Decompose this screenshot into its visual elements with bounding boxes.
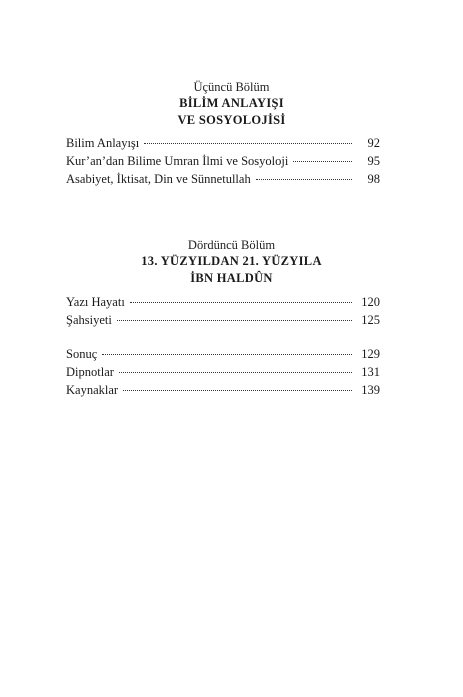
toc-entry[interactable]	[66, 311, 380, 329]
toc-entry[interactable]	[66, 381, 380, 399]
section-title-line: İBN HALDÛN	[190, 271, 273, 285]
toc-entry-title: Kur’an’dan Bilime Umran İlmi ve Sosyoloji	[66, 154, 289, 168]
section-4-header	[0, 237, 463, 287]
toc-entry-page: 120	[361, 295, 380, 309]
section-label: Dördüncü Bölüm	[187, 238, 276, 252]
toc-entry-page: 131	[361, 365, 380, 379]
toc-entry-title: Asabiyet, İktisat, Din ve Sünnetullah	[66, 172, 251, 186]
toc-entry[interactable]	[66, 363, 380, 381]
toc-entry-page: 125	[361, 313, 380, 327]
section-title-line: BİLİM ANLAYIŞI	[179, 96, 284, 110]
dot-leader	[119, 372, 352, 373]
toc-entry-title: Dipnotlar	[66, 365, 114, 379]
toc-entry-page: 129	[361, 347, 380, 361]
toc-entry-page: 92	[367, 136, 380, 150]
toc-entry[interactable]	[66, 345, 380, 363]
dot-leader	[117, 320, 352, 321]
dot-leader	[144, 143, 352, 144]
section-3-header	[0, 79, 463, 129]
toc-entry-title: Bilim Anlayışı	[66, 136, 140, 150]
toc-list-section-3	[66, 134, 380, 188]
section-label: Üçüncü Bölüm	[193, 80, 270, 94]
toc-entry[interactable]	[66, 170, 380, 188]
toc-entry[interactable]	[66, 293, 380, 311]
toc-entry-title: Kaynaklar	[66, 383, 119, 397]
section-title-line: VE SOSYOLOJİSİ	[177, 113, 286, 127]
toc-entry[interactable]	[66, 152, 380, 170]
toc-entry-title: Sonuç	[66, 347, 98, 361]
toc-entry-page: 95	[367, 154, 380, 168]
toc-entry-title: Yazı Hayatı	[66, 295, 125, 309]
toc-entry[interactable]	[66, 134, 380, 152]
toc-list-section-4	[66, 293, 380, 329]
dot-leader	[102, 354, 352, 355]
toc-entry-page: 98	[367, 172, 380, 186]
toc-list-back-matter	[66, 345, 380, 399]
toc-entry-title: Şahsiyeti	[66, 313, 112, 327]
dot-leader	[293, 161, 352, 162]
dot-leader	[123, 390, 352, 391]
section-title-line: 13. YÜZYILDAN 21. YÜZYILA	[141, 254, 322, 268]
dot-leader	[256, 179, 352, 180]
dot-leader	[130, 302, 352, 303]
toc-entry-page: 139	[361, 383, 380, 397]
